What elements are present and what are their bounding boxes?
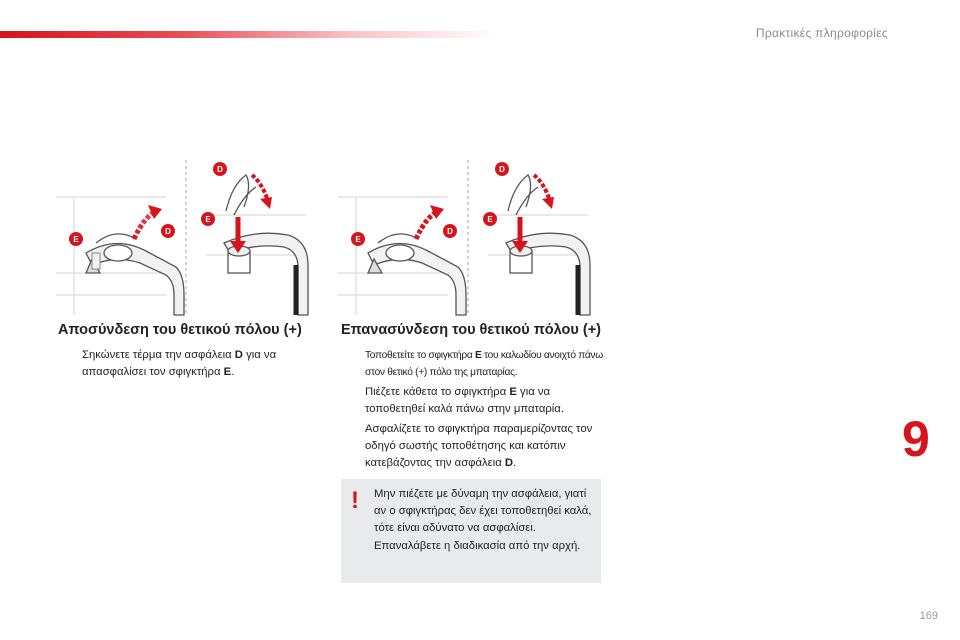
section-title: Πρακτικές πληροφορίες xyxy=(755,26,888,40)
step-item: Σηκώνετε τέρμα την ασφάλεια D για να απασφαλίσει τον σφιγκτήρα E. xyxy=(82,349,277,378)
step-item: Πιέζετε κάθετα το σφιγκτήρα E για να τοποθετηθεί καλά πάνω στην μπαταρία. xyxy=(365,386,564,415)
label-d2: D xyxy=(499,165,505,174)
label-e1: E xyxy=(355,235,361,244)
steps-disconnect xyxy=(58,347,320,384)
label-e1: E xyxy=(73,235,79,244)
heading-reconnect: Επανασύνδεση του θετικού πόλου (+) xyxy=(341,322,602,338)
step-item: Τοποθετείτε το σφιγκτήρα E του καλωδίου ανοιχτό πάνω στον θετικό (+) πόλο της μπαταρίας. xyxy=(365,350,603,378)
warning-box xyxy=(341,479,601,583)
illustration-disconnect xyxy=(56,155,316,320)
label-d1: D xyxy=(447,227,453,236)
label-e2: E xyxy=(205,215,211,224)
steps-reconnect xyxy=(341,347,603,475)
warning-text: Μην πιέζετε με δύναμη την ασφάλεια, γιατί αν ο σφιγκτήρας δεν έχει τοποθετηθεί καλά, τότε είναι αδύνατο να ασφαλίσει. Επαναλάβετε η διαδικασία από την αρχή. xyxy=(374,488,592,552)
page-number: 169 xyxy=(919,610,938,622)
illustration-reconnect xyxy=(338,155,598,320)
label-e2: E xyxy=(487,215,493,224)
top-accent-bar xyxy=(0,31,500,38)
warning-icon: ! xyxy=(351,487,359,514)
chapter-number: 9 xyxy=(902,411,930,467)
label-d1: D xyxy=(165,227,171,236)
label-d2: D xyxy=(217,165,223,174)
heading-disconnect: Αποσύνδεση του θετικού πόλου (+) xyxy=(58,322,302,338)
step-item: Ασφαλίζετε το σφιγκτήρα παραμερίζοντας τον οδηγό σωστής τοποθέτησης και κατόπιν κατεβάζοντας την ασφάλεια D. xyxy=(365,423,593,469)
